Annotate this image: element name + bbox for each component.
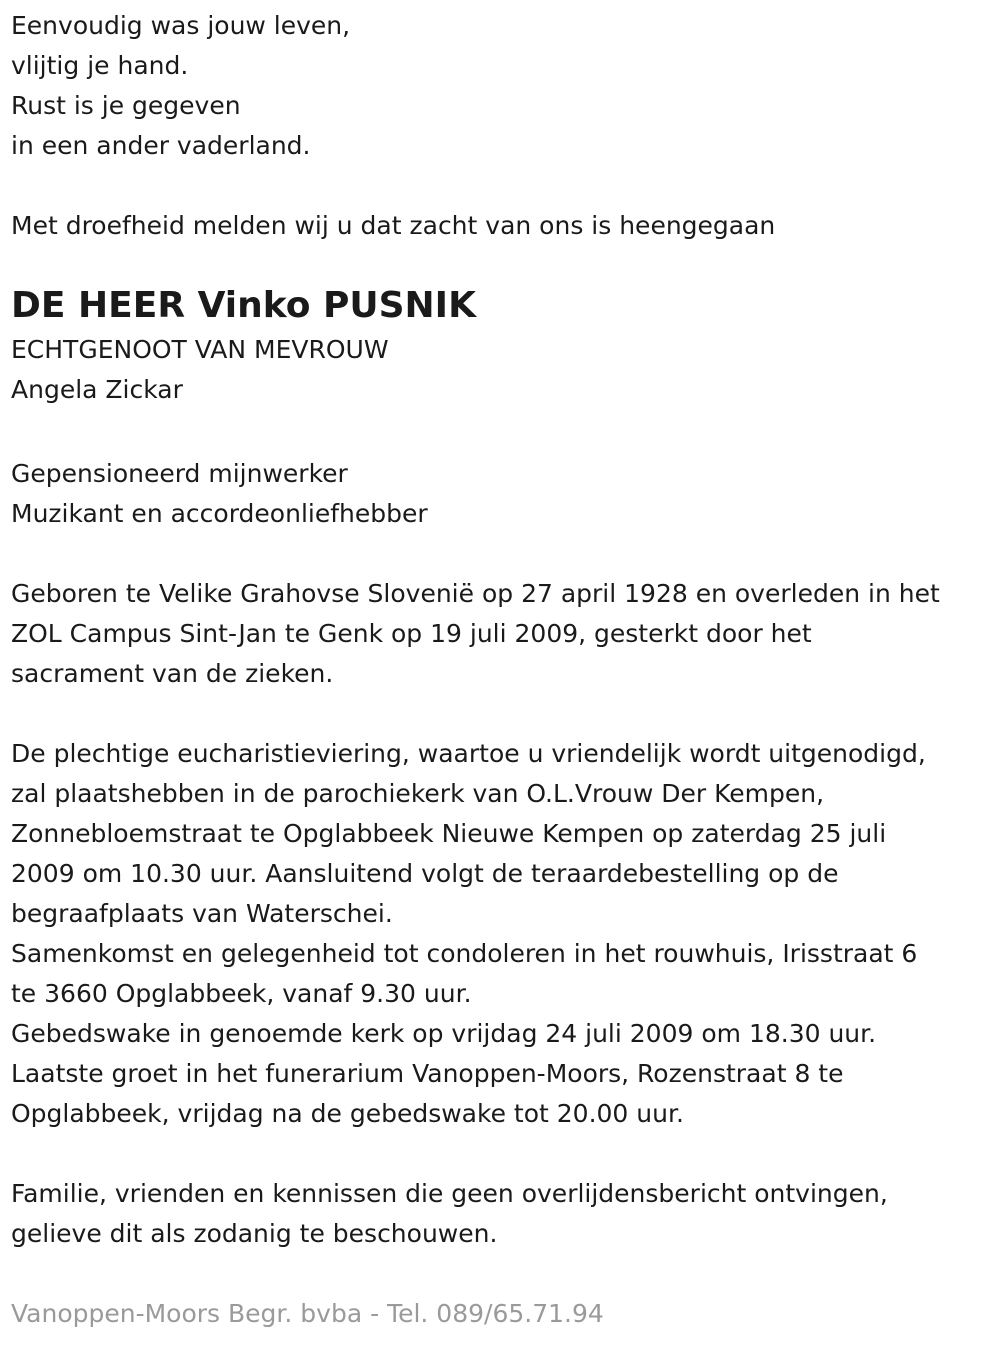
funeral-home-footer: Vanoppen-Moors Begr. bvba - Tel. 089/65.71.94: [11, 1299, 604, 1328]
service-line: De plechtige eucharistieviering, waartoe u vriendelijk wordt uitgenodigd,: [11, 739, 926, 768]
profession-block: [11, 454, 428, 534]
verse-line: vlijtig je hand.: [11, 51, 189, 80]
birth-death-line: Geboren te Velike Grahovse Slovenië op 27 april 1928 en overleden in het: [11, 579, 940, 608]
service-line: Laatste groet in het funerarium Vanoppen-Moors, Rozenstraat 8 te: [11, 1059, 844, 1088]
service-line: te 3660 Opglabbeek, vanaf 9.30 uur.: [11, 979, 472, 1008]
verse-line: Rust is je gegeven: [11, 91, 241, 120]
verse-line: Eenvoudig was jouw leven,: [11, 11, 351, 40]
service-line: Samenkomst en gelegenheid tot condoleren in het rouwhuis, Irisstraat 6: [11, 939, 918, 968]
verse-line: in een ander vaderland.: [11, 131, 311, 160]
spouse-name: Angela Zickar: [11, 375, 183, 404]
service-line: Opglabbeek, vrijdag na de gebedswake tot 20.00 uur.: [11, 1099, 684, 1128]
birth-death-line: ZOL Campus Sint-Jan te Genk op 19 juli 2009, gesterkt door het: [11, 619, 812, 648]
family-line: Familie, vrienden en kennissen die geen overlijdensbericht ontvingen,: [11, 1179, 888, 1208]
service-block: [11, 734, 926, 1134]
deceased-block: [11, 282, 476, 410]
profession-line: Muzikant en accordeonliefhebber: [11, 499, 428, 528]
service-line: zal plaatshebben in de parochiekerk van O.L.Vrouw Der Kempen,: [11, 779, 825, 808]
birth-death-block: [11, 574, 940, 694]
deceased-name: DE HEER Vinko PUSNIK: [11, 285, 476, 326]
footer-block: [11, 1294, 604, 1334]
verse: [11, 6, 350, 166]
service-line: Zonnebloemstraat te Opglabbeek Nieuwe Kempen op zaterdag 25 juli: [11, 819, 887, 848]
profession-line: Gepensioneerd mijnwerker: [11, 459, 348, 488]
family-line: gelieve dit als zodanig te beschouwen.: [11, 1219, 498, 1248]
service-line: 2009 om 10.30 uur. Aansluitend volgt de teraardebestelling op de: [11, 859, 839, 888]
announcement: Met droefheid melden wij u dat zacht van ons is heengegaan: [11, 211, 776, 240]
spouse-label: ECHTGENOOT VAN MEVROUW: [11, 335, 389, 364]
service-line: begraafplaats van Waterschei.: [11, 899, 393, 928]
birth-death-line: sacrament van de zieken.: [11, 659, 334, 688]
announcement-block: [11, 206, 775, 246]
family-block: [11, 1174, 888, 1254]
service-line: Gebedswake in genoemde kerk op vrijdag 24 juli 2009 om 18.30 uur.: [11, 1019, 877, 1048]
